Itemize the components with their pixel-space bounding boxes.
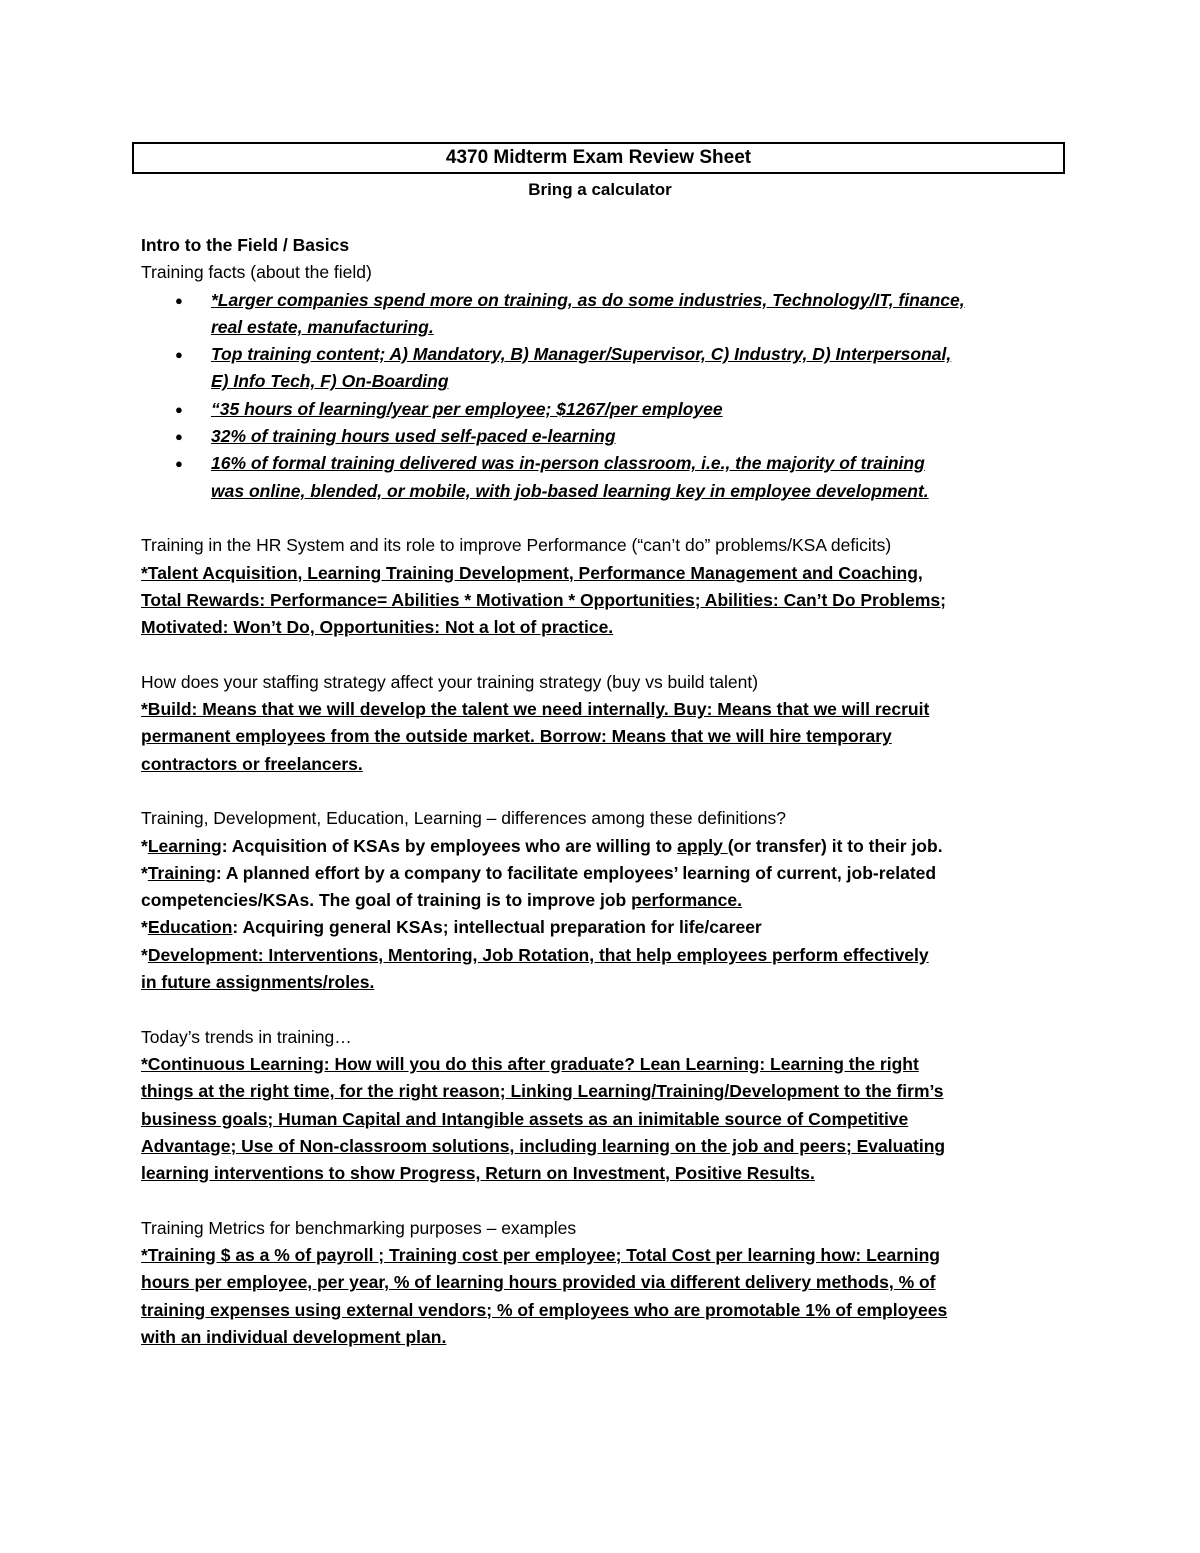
definition-training — [141, 860, 1066, 887]
definition-training-cont — [141, 887, 1066, 914]
answer-line: Motivated: Won’t Do, Opportunities: Not a lot of practice. — [141, 617, 614, 638]
question-definitions: Training, Development, Education, Learning – differences among these definitions? — [141, 808, 786, 829]
facts-list — [141, 287, 1066, 505]
fact-item — [211, 287, 1066, 342]
emphasis-performance: performance. — [631, 890, 742, 911]
question-metrics: Training Metrics for benchmarking purposes – examples — [141, 1217, 577, 1238]
fact-item — [211, 396, 1066, 423]
emphasis-apply: apply — [677, 835, 728, 856]
fact-item — [211, 341, 1066, 396]
term-training: Training — [147, 862, 216, 883]
answer-line: things at the right time, for the right reason; Linking Learning/Training/Development to the firm’s — [141, 1081, 944, 1102]
answer-line: *Talent Acquisition, Learning Training Development, Performance Management and Coaching, — [141, 562, 923, 583]
definition-text: : Acquisition of KSAs by employees who are willing to — [221, 835, 678, 856]
answer-line: hours per employee, per year, % of learning hours provided via different delivery methods, % of — [141, 1272, 936, 1293]
answer-line: *Training $ as a % of payroll ; Training cost per employee; Total Cost per learning how: Learning — [141, 1244, 940, 1265]
answer-line: learning interventions to show Progress, Return on Investment, Positive Results. — [141, 1163, 815, 1184]
answer-line: training expenses using external vendors; % of employees who are promotable 1% of employees — [141, 1299, 948, 1320]
definition-text: : Acquiring general KSAs; intellectual preparation for life/career — [232, 917, 762, 938]
definition-development-cont: in future assignments/roles. — [141, 972, 375, 993]
answer-line: Total Rewards: Performance= Abilities * Motivation * Opportunities; Abilities: Can’t Do Problems; — [141, 589, 946, 610]
definition-development — [141, 942, 1066, 969]
definition-text: (or transfer) it to their job. — [727, 835, 943, 856]
asterisk: * — [141, 944, 148, 965]
fact-line: ● *Larger companies spend more on training, as do some industries, Technology/IT, finance, — [211, 289, 965, 310]
question-training-facts: Training facts (about the field) — [141, 262, 372, 283]
answer-line: contractors or freelancers. — [141, 753, 363, 774]
definition-text: competencies/KSAs. The goal of training is to improve job — [141, 890, 632, 911]
answer-line: *Build: Means that we will develop the talent we need internally. Buy: Means that we will recruit — [141, 699, 930, 720]
answer-line: with an individual development plan. — [141, 1326, 447, 1347]
document-body — [141, 232, 1066, 1351]
answer-line: permanent employees from the outside market. Borrow: Means that we will hire temporary — [141, 726, 892, 747]
asterisk: * — [141, 917, 148, 938]
fact-item — [211, 423, 1066, 450]
term-education: Education — [147, 917, 233, 938]
fact-line: real estate, manufacturing. — [211, 316, 434, 337]
fact-item — [211, 450, 1066, 505]
answer-line: *Continuous Learning: How will you do this after graduate? Lean Learning: Learning the right — [141, 1053, 919, 1074]
answer-line: Advantage; Use of Non-classroom solutions, including learning on the job and peers; Evaluating — [141, 1135, 946, 1156]
question-trends: Today’s trends in training… — [141, 1026, 352, 1047]
fact-line: was online, blended, or mobile, with job-based learning key in employee development. — [211, 480, 929, 501]
asterisk: * — [141, 862, 148, 883]
question-hr-system: Training in the HR System and its role to improve Performance (“can’t do” problems/KSA deficits) — [141, 535, 892, 556]
answer-line: business goals; Human Capital and Intangible assets as an inimitable source of Competitive — [141, 1108, 909, 1129]
asterisk: * — [141, 835, 148, 856]
fact-line: ● 16% of formal training delivered was in-person classroom, i.e., the majority of training — [211, 453, 925, 474]
definition-education — [141, 914, 1066, 941]
section-heading-intro: Intro to the Field / Basics — [141, 235, 350, 255]
page-title — [132, 142, 1065, 174]
page-subtitle: Bring a calculator — [528, 180, 672, 199]
page-title-text: 4370 Midterm Exam Review Sheet — [445, 147, 752, 168]
fact-line: E) Info Tech, F) On-Boarding — [211, 371, 449, 392]
term-learning: Learning — [147, 835, 222, 856]
fact-line: ● Top training content; A) Mandatory, B) Manager/Supervisor, C) Industry, D) Interpersonal, — [211, 344, 952, 365]
fact-line: ● “35 hours of learning/year per employee; $1267/per employee — [211, 398, 723, 419]
question-staffing: How does your staffing strategy affect your training strategy (buy vs build talent) — [141, 671, 759, 692]
definition-text: Development: Interventions, Mentoring, Job Rotation, that help employees perform effectively — [147, 944, 929, 965]
fact-line: ● 32% of training hours used self-paced e-learning — [211, 426, 616, 447]
definition-learning — [141, 833, 1066, 860]
definition-text: : A planned effort by a company to facilitate employees’ learning of current, job-related — [215, 862, 937, 883]
